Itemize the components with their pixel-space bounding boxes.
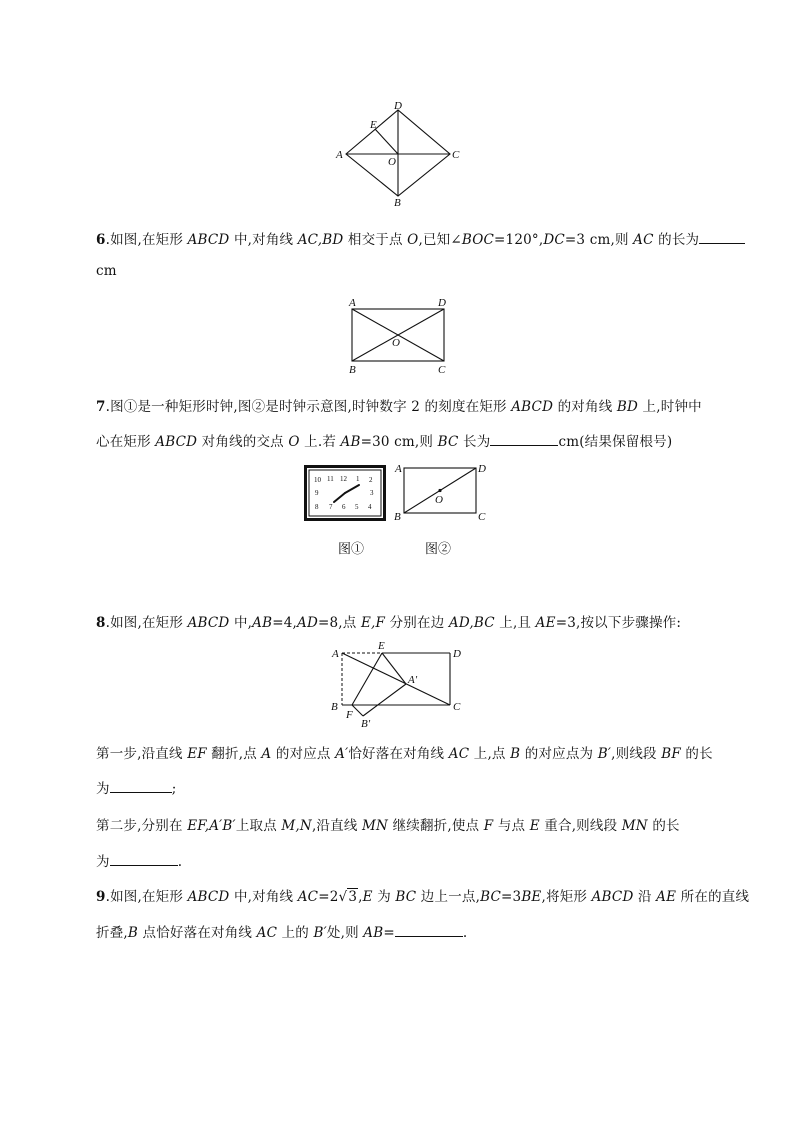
q8-text: ,沿直线 bbox=[311, 818, 363, 834]
clock-num-8: 8 bbox=[315, 503, 319, 511]
q9-text: = bbox=[383, 925, 395, 941]
q6-dc: DC bbox=[543, 232, 565, 248]
q6-label-d: D bbox=[438, 297, 446, 309]
q7-abcd: ABCD bbox=[511, 399, 554, 415]
q6-text: =3 cm,则 bbox=[564, 232, 634, 248]
q7-label-d: D bbox=[478, 463, 486, 475]
q9-text: ,将矩形 bbox=[541, 889, 592, 905]
q7-ab: AB bbox=[340, 434, 361, 450]
q8-step2-line2 bbox=[96, 850, 182, 870]
clock-num-9: 9 bbox=[315, 489, 319, 497]
q8-step1-line2 bbox=[96, 777, 176, 797]
q9-point-b-prime: B′ bbox=[313, 925, 327, 941]
segment-eo bbox=[375, 129, 398, 154]
clock-num-11: 11 bbox=[327, 475, 334, 483]
q8-ac: AC bbox=[448, 746, 470, 762]
sqrt-expression: √3 bbox=[338, 889, 358, 905]
q8-label-a: A bbox=[332, 648, 339, 660]
q8-text: 为 bbox=[96, 854, 110, 870]
q8-text: =4, bbox=[272, 615, 298, 631]
q9-ae: AE bbox=[656, 889, 677, 905]
q7-bc: BC bbox=[437, 434, 459, 450]
rhombus-figure bbox=[330, 100, 470, 210]
q7-schematic-figure bbox=[390, 462, 500, 524]
q8-text: ,则线段 bbox=[611, 746, 662, 762]
q6-text: 的长为 bbox=[653, 232, 700, 248]
q9-text: 边上一点, bbox=[416, 889, 481, 905]
q7-line2 bbox=[96, 430, 672, 450]
q8-mn: MN bbox=[362, 818, 389, 834]
q7-text: .图①是一种矩形时钟,图②是时钟示意图,时钟数字 2 的刻度在矩形 bbox=[105, 399, 512, 415]
q8-text: 上,且 bbox=[494, 615, 536, 631]
q6-text: 中,对角线 bbox=[229, 232, 298, 248]
q8-text: 中, bbox=[229, 615, 253, 631]
q6-boc: BOC bbox=[461, 232, 495, 248]
clock-minute-hand bbox=[334, 493, 345, 502]
q8-ef: E,F bbox=[360, 615, 386, 631]
q9-text: =3 bbox=[501, 889, 522, 905]
q9-text: .如图,在矩形 bbox=[105, 889, 188, 905]
q8-text: 恰好落在对角线 bbox=[348, 746, 449, 762]
q6-acbd: AC,BD bbox=[297, 232, 344, 248]
q8-text: 的长 bbox=[647, 818, 680, 834]
q6-label-o: O bbox=[392, 337, 400, 349]
q6-line1 bbox=[96, 228, 745, 248]
q8-label-f: F bbox=[346, 709, 353, 721]
q9-ac: AC bbox=[256, 925, 278, 941]
q7-number: 7 bbox=[96, 399, 106, 415]
q9-be: BE bbox=[521, 889, 542, 905]
label-b: B bbox=[394, 197, 401, 209]
q8-text: 第一步,沿直线 bbox=[96, 746, 188, 762]
q8-ad: AD bbox=[297, 615, 318, 631]
label-d: D bbox=[394, 100, 402, 112]
clock-num-2: 2 bbox=[369, 476, 373, 484]
clock-num-10: 10 bbox=[314, 476, 321, 484]
q6-o: O bbox=[407, 232, 419, 248]
q6-text: =120°, bbox=[494, 232, 544, 248]
q8-point-a-prime: A′ bbox=[335, 746, 349, 762]
sqrt-radicand: 3 bbox=[348, 889, 358, 905]
q8-text: 的长 bbox=[680, 746, 713, 762]
q9-line1 bbox=[96, 885, 749, 905]
q9-answer-blank[interactable] bbox=[395, 924, 463, 937]
q8-label-c: C bbox=[453, 701, 461, 713]
q6-rectangle-figure bbox=[340, 295, 460, 377]
q9-text: 为 bbox=[372, 889, 396, 905]
q9-text: 点恰好落在对角线 bbox=[138, 925, 257, 941]
q6-ac: AC bbox=[633, 232, 654, 248]
q9-text: . bbox=[462, 925, 468, 941]
q8-fold-line-ef bbox=[352, 653, 382, 705]
clock-hour-hand bbox=[345, 485, 359, 493]
q9-text: 折叠, bbox=[96, 925, 128, 941]
q8-point-b-prime: B′ bbox=[597, 746, 612, 762]
q6-text: 相交于点 bbox=[343, 232, 408, 248]
q7-label-c: C bbox=[478, 511, 486, 523]
clock-num-7: 7 bbox=[329, 503, 333, 511]
q8-bf: BF bbox=[661, 746, 681, 762]
q6-abcd: ABCD bbox=[187, 232, 230, 248]
clock-num-3: 3 bbox=[370, 489, 374, 497]
q9-bc: BC bbox=[480, 889, 501, 905]
q9-bc: BC bbox=[395, 889, 417, 905]
q8-text: 重合,则线段 bbox=[539, 818, 622, 834]
q8-number: 8 bbox=[96, 615, 106, 631]
q8-segment-a1b1 bbox=[363, 684, 406, 716]
q8-text: =8,点 bbox=[318, 615, 361, 631]
q7-bd: BD bbox=[616, 399, 639, 415]
q8-text: 为 bbox=[96, 781, 110, 797]
q7-clock-figure bbox=[304, 465, 386, 521]
q8-text: 的对应点为 bbox=[520, 746, 598, 762]
q7-o: O bbox=[288, 434, 300, 450]
q8-point-a: A bbox=[261, 746, 272, 762]
q8-text: 分别在边 bbox=[385, 615, 449, 631]
q8-label-a-prime: A′ bbox=[408, 674, 418, 686]
q7-caption-1: 图① bbox=[338, 542, 365, 557]
clock-num-12: 12 bbox=[340, 475, 347, 483]
q9-abcd: ABCD bbox=[187, 889, 230, 905]
q8-text: 的对应点 bbox=[271, 746, 336, 762]
clock-num-4: 4 bbox=[368, 503, 372, 511]
q8-step2-line1 bbox=[96, 814, 680, 834]
q8-text: 翻折,点 bbox=[206, 746, 262, 762]
q9-text: =2 bbox=[318, 889, 339, 905]
q9-text: 沿 bbox=[633, 889, 657, 905]
q8-text: 第二步,分别在 bbox=[96, 818, 188, 834]
q8-text: 与点 bbox=[493, 818, 530, 834]
q8-ab: AB bbox=[252, 615, 273, 631]
q8-mn: MN bbox=[621, 818, 648, 834]
q6-label-b: B bbox=[349, 364, 356, 376]
q6-label-a: A bbox=[349, 297, 356, 309]
q9-number: 9 bbox=[96, 889, 106, 905]
q8-abcd: ABCD bbox=[187, 615, 230, 631]
q8-label-e: E bbox=[378, 640, 385, 652]
q7-center-point bbox=[438, 489, 441, 492]
q8-segment-ea1 bbox=[382, 653, 406, 684]
q7-text: 长为 bbox=[458, 434, 491, 450]
q8-text: ; bbox=[171, 781, 177, 797]
q8-text: 上取点 bbox=[235, 818, 282, 834]
q7-caption-2: 图② bbox=[425, 542, 452, 557]
q9-text: 上的 bbox=[277, 925, 314, 941]
q7-label-o: O bbox=[435, 494, 443, 506]
q9-text: 所在的直线 bbox=[676, 889, 750, 905]
q9-text: , bbox=[358, 889, 363, 905]
q9-line2 bbox=[96, 921, 467, 941]
q6-text: ,已知∠ bbox=[418, 232, 462, 248]
clock-num-5: 5 bbox=[355, 503, 359, 511]
clock-num-6: 6 bbox=[342, 503, 346, 511]
q8-text: =3,按以下步骤操作: bbox=[555, 615, 682, 631]
q8-text: . bbox=[177, 854, 183, 870]
q8-segments: EF,A′B′ bbox=[187, 818, 236, 834]
q7-line1 bbox=[96, 395, 702, 415]
q6-label-c: C bbox=[438, 364, 446, 376]
q9-text: 中,对角线 bbox=[229, 889, 298, 905]
q7-label-b: B bbox=[394, 511, 401, 523]
q8-step1-line1 bbox=[96, 742, 713, 762]
q8-label-b-prime: B′ bbox=[361, 718, 371, 730]
label-e: E bbox=[370, 119, 377, 131]
q7-text: 对角线的交点 bbox=[197, 434, 289, 450]
q8-ef: EF bbox=[187, 746, 207, 762]
q6-line2 bbox=[96, 263, 117, 279]
q7-label-a: A bbox=[395, 463, 402, 475]
q6-number: 6 bbox=[96, 232, 106, 248]
q8-step1-answer-blank[interactable] bbox=[110, 780, 172, 793]
label-o: O bbox=[388, 156, 396, 168]
label-a: A bbox=[336, 149, 343, 161]
q8-text: 上,点 bbox=[469, 746, 511, 762]
q8-point-b: B bbox=[510, 746, 521, 762]
q8-fold-figure bbox=[328, 638, 468, 730]
q8-point-e: E bbox=[529, 818, 540, 834]
q9-point-b: B bbox=[127, 925, 139, 941]
q7-text: =30 cm,则 bbox=[360, 434, 438, 450]
label-c: C bbox=[452, 149, 460, 161]
q9-text: 处,则 bbox=[326, 925, 364, 941]
q9-point-e: E bbox=[362, 889, 373, 905]
q8-text: 继续翻折,使点 bbox=[388, 818, 484, 834]
q8-diagonal-ac bbox=[342, 653, 450, 705]
q7-text: 心在矩形 bbox=[96, 434, 156, 450]
q8-mn: M,N bbox=[281, 818, 312, 834]
q9-abcd: ABCD bbox=[591, 889, 634, 905]
q8-text: .如图,在矩形 bbox=[105, 615, 188, 631]
q7-text: 上.若 bbox=[299, 434, 341, 450]
q8-segment-fb1 bbox=[352, 705, 363, 716]
q8-adbc: AD,BC bbox=[448, 615, 495, 631]
q7-abcd: ABCD bbox=[155, 434, 198, 450]
q6-text: .如图,在矩形 bbox=[105, 232, 188, 248]
q8-point-f: F bbox=[483, 818, 494, 834]
q8-label-b: B bbox=[331, 701, 338, 713]
q9-ac: AC bbox=[297, 889, 319, 905]
q9-ab: AB bbox=[363, 925, 384, 941]
q6-unit: cm bbox=[96, 263, 117, 279]
q7-text: cm(结果保留根号) bbox=[558, 434, 673, 450]
q8-label-d: D bbox=[453, 648, 461, 660]
q8-step2-answer-blank[interactable] bbox=[110, 853, 178, 866]
q8-ae: AE bbox=[535, 615, 556, 631]
q7-text: 上,时钟中 bbox=[638, 399, 702, 415]
clock-num-1: 1 bbox=[356, 475, 360, 483]
q8-line1 bbox=[96, 611, 681, 631]
q7-text: 的对角线 bbox=[553, 399, 617, 415]
q7-answer-blank[interactable] bbox=[490, 433, 558, 446]
q6-answer-blank[interactable] bbox=[699, 231, 745, 244]
